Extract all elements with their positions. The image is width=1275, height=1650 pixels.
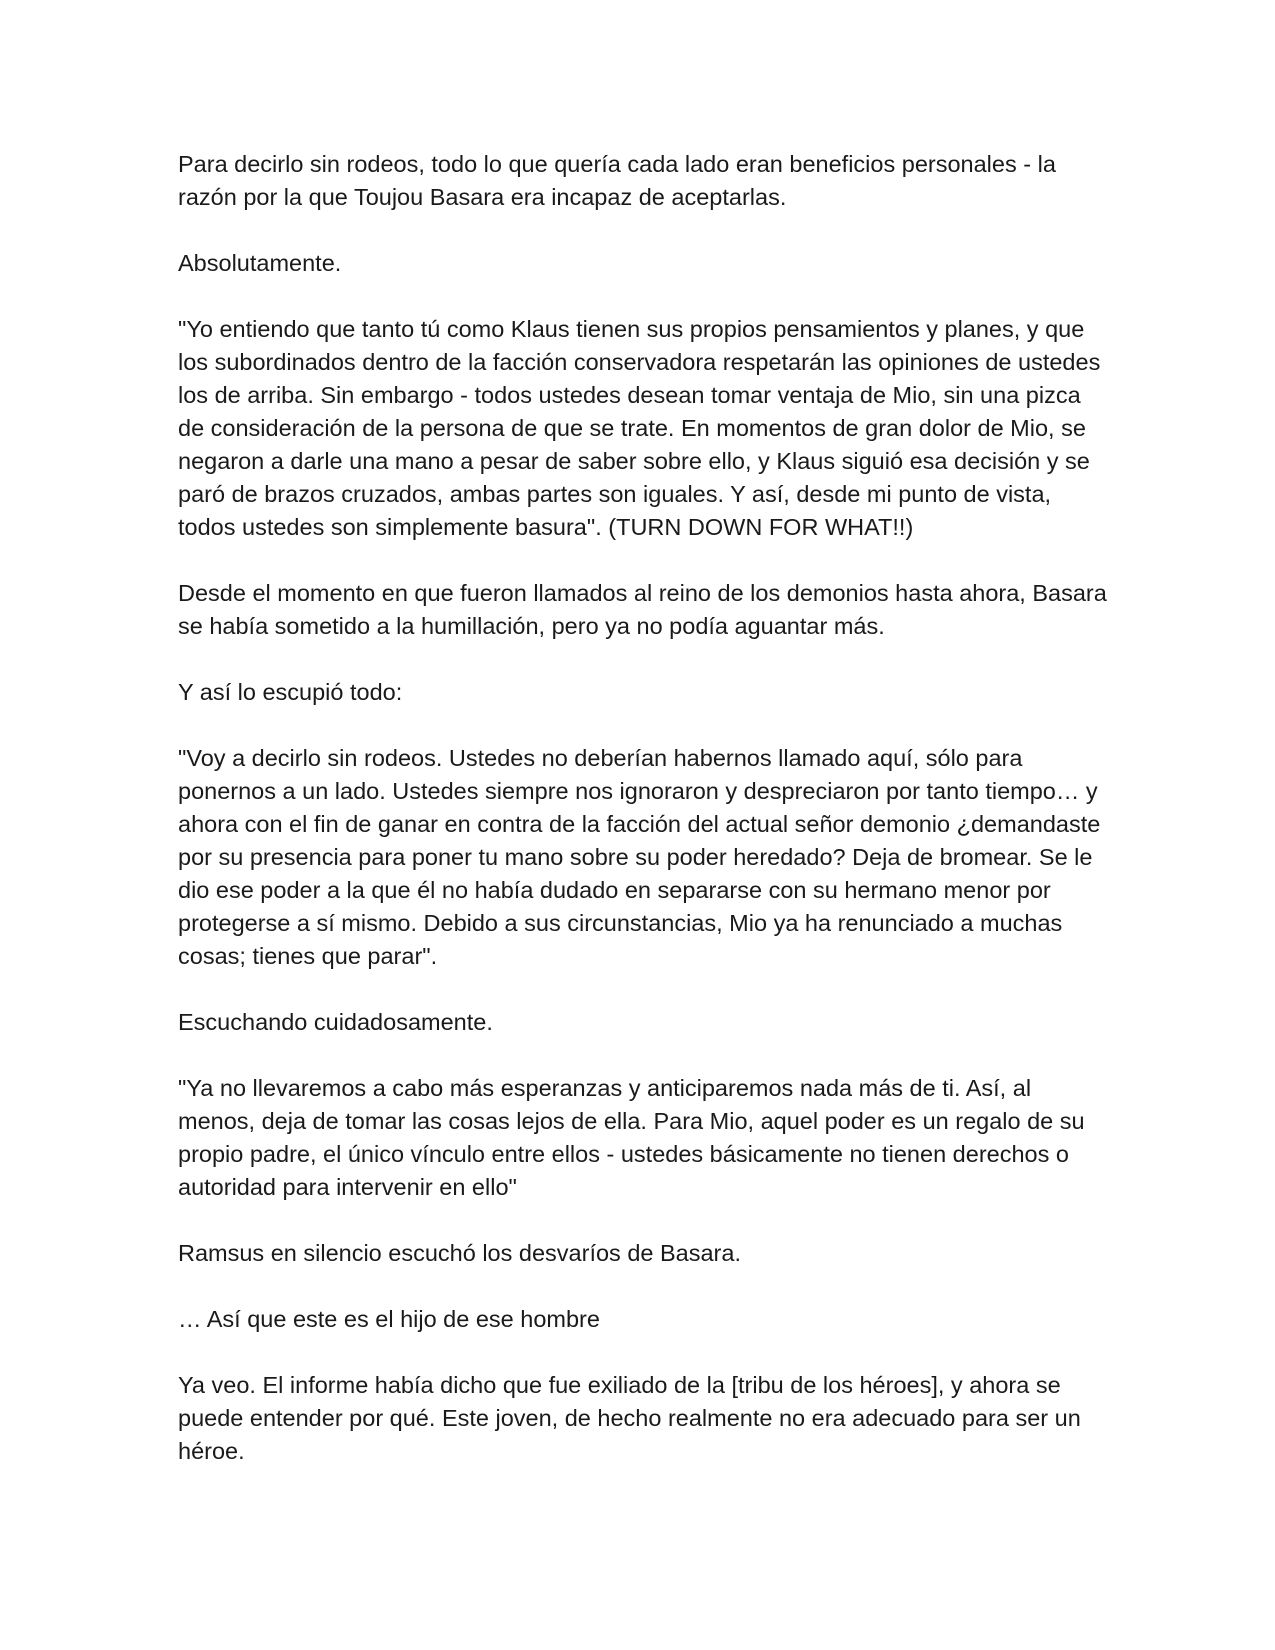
paragraph-4: Desde el momento en que fueron llamados al reino de los demonios hasta ahora, Basara se había sometido a la humillación, pero ya no podía aguantar más. [178,580,1107,639]
paragraph-9: Ramsus en silencio escuchó los desvaríos de Basara. [178,1240,741,1266]
paragraph-5: Y así lo escupió todo: [178,679,403,705]
paragraph-6: "Voy a decirlo sin rodeos. Ustedes no deberían habernos llamado aquí, sólo para ponernos a un lado. Ustedes siempre nos ignoraron y despreciaron por tanto tiempo… y ahora con el fin de ganar en contra de la facción del actual señor demonio ¿demandaste por su presencia para poner tu mano sobre su poder heredado? Deja de bromear. Se le dio ese poder a la que él no había dudado en separarse con su hermano menor por protegerse a sí mismo. Debido a sus circunstancias, Mio ya ha renunciado a muchas cosas; tienes que parar". [178,745,1101,969]
document-page [178,148,1108,1501]
paragraph-10: … Así que este es el hijo de ese hombre [178,1306,600,1332]
paragraph-11: Ya veo. El informe había dicho que fue exiliado de la [tribu de los héroes], y ahora se puede entender por qué. Este joven, de hecho realmente no era adecuado para ser un héroe. [178,1372,1081,1464]
paragraph-1: Para decirlo sin rodeos, todo lo que quería cada lado eran beneficios personales - la razón por la que Toujou Basara era incapaz de aceptarlas. [178,151,1056,210]
paragraph-3: "Yo entiendo que tanto tú como Klaus tienen sus propios pensamientos y planes, y que los subordinados dentro de la facción conservadora respetarán las opiniones de ustedes los de arriba. Sin embargo - todos ustedes desean tomar ventaja de Mio, sin una pizca de consideración de la persona de que se trate. En momentos de gran dolor de Mio, se negaron a darle una mano a pesar de saber sobre ello, y Klaus siguió esa decisión y se paró de brazos cruzados, ambas partes son iguales. Y así, desde mi punto de vista, todos ustedes son simplemente basura". (TURN DOWN FOR WHAT!!) [178,316,1101,540]
paragraph-8: "Ya no llevaremos a cabo más esperanzas y anticiparemos nada más de ti. Así, al menos, deja de tomar las cosas lejos de ella. Para Mio, aquel poder es un regalo de su propio padre, el único vínculo entre ellos - ustedes básicamente no tienen derechos o autoridad para intervenir en ello" [178,1075,1085,1200]
paragraph-7: Escuchando cuidadosamente. [178,1009,493,1035]
paragraph-2: Absolutamente. [178,250,342,276]
